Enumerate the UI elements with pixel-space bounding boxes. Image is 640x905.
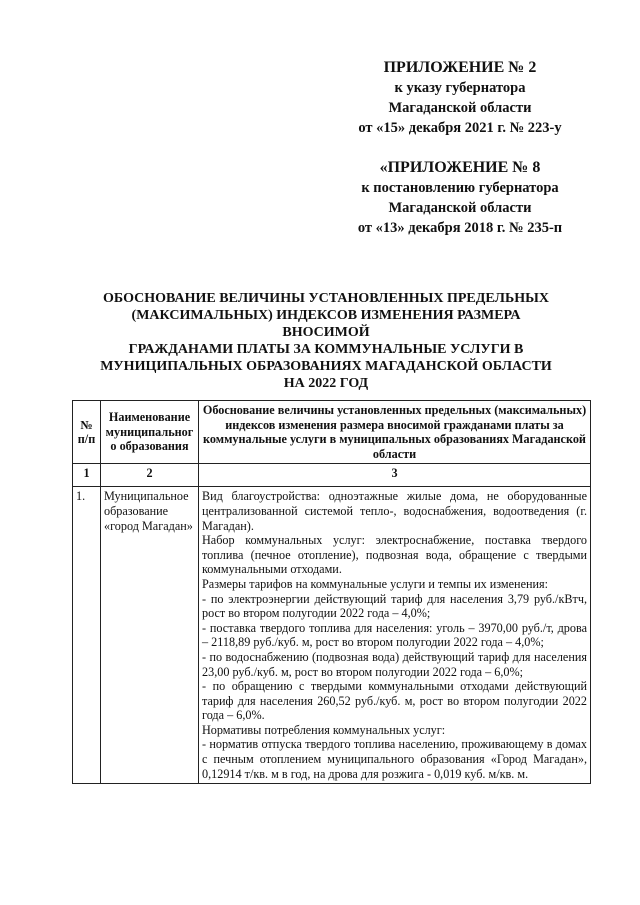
column-number: 2 <box>101 464 199 487</box>
title-line: МУНИЦИПАЛЬНЫХ ОБРАЗОВАНИЯХ МАГАДАНСКОЙ ОБЛАСТИ <box>100 359 552 374</box>
column-number-row <box>73 464 591 487</box>
paragraph: - поставка твердого топлива для населения: уголь – 3970,00 руб./т, дрова – 2118,89 руб./куб. м, рост во втором полугодии 2022 года – 4,0%; <box>202 620 587 650</box>
paragraph: - по водоснабжению (подвозная вода) действующий тариф для населения 23,00 руб./куб. м, рост во втором полугодии 2022 года – 6,0%; <box>202 649 587 679</box>
appendix-to-decree: к указу губернатора <box>394 80 526 96</box>
column-number: 1 <box>73 464 101 487</box>
amended-appendix-header <box>330 158 590 238</box>
table-header-row <box>73 401 591 464</box>
appendix-date: от «15» декабря 2021 г. № 223-у <box>358 120 562 136</box>
appendix-header <box>330 58 590 138</box>
appendix-region: Магаданской области <box>388 100 532 116</box>
row-number: 1. <box>73 487 101 784</box>
paragraph: Нормативы потребления коммунальных услуг: <box>202 722 446 737</box>
column-header-municipality: Наименование муниципальног о образования <box>101 401 199 464</box>
appendix-number: ПРИЛОЖЕНИЕ № 2 <box>383 59 537 76</box>
table-row <box>73 487 591 784</box>
amended-appendix-number: «ПРИЛОЖЕНИЕ № 8 <box>379 159 541 176</box>
title-line: НА 2022 ГОД <box>283 376 369 391</box>
paragraph: Размеры тарифов на коммунальные услуги и темпы их изменения: <box>202 576 549 591</box>
title-line: (МАКСИМАЛЬНЫХ) ИНДЕКСОВ ИЗМЕНЕНИЯ РАЗМЕРА ВНОСИМОЙ <box>131 308 521 340</box>
column-header-justification: Обоснование величины установленных предельных (максимальных) индексов изменения размера вносимой гражданами платы за коммунальные услуги в муниципальных образованиях Магаданской области <box>199 401 591 464</box>
amended-appendix-date: от «13» декабря 2018 г. № 235-п <box>357 220 563 236</box>
justification-table <box>72 400 591 784</box>
title-line: ГРАЖДАНАМИ ПЛАТЫ ЗА КОММУНАЛЬНЫЕ УСЛУГИ В <box>128 342 524 357</box>
column-number: 3 <box>199 464 591 487</box>
column-header-number: № п/п <box>73 401 101 464</box>
municipality-name: Муниципальное образование «город Магадан» <box>101 487 199 784</box>
paragraph: - по электроэнергии действующий тариф для населения 3,79 руб./кВтч, рост во втором полугодии 2022 года – 4,0%; <box>202 591 587 621</box>
justification-text <box>199 487 591 784</box>
amended-appendix-to-resolution: к постановлению губернатора <box>361 180 559 196</box>
paragraph: - норматив отпуска твердого топлива населению, проживающему в домах с печным отоплением муниципального образования «Город Магадан», 0,12914 т/кв. м в год, на дрова для розжига - 0,019 куб. м/кв. м. <box>202 737 587 781</box>
document-title <box>96 290 556 392</box>
amended-appendix-region: Магаданской области <box>388 200 532 216</box>
title-line: ОБОСНОВАНИЕ ВЕЛИЧИНЫ УСТАНОВЛЕННЫХ ПРЕДЕЛЬНЫХ <box>103 291 549 306</box>
paragraph: Вид благоустройства: одноэтажные жилые дома, не оборудованные централизованной системой тепло-, водоснабжения, водоотведения (г. Магадан). <box>202 489 587 533</box>
paragraph: - по обращению с твердыми коммунальными отходами действующий тариф для населения 260,52 руб./куб. м, рост во втором полугодии 2022 года – 6,0%. <box>202 679 587 723</box>
paragraph: Набор коммунальных услуг: электроснабжение, поставка твердого топлива (печное отопление), подвозная вода, обращение с твердыми коммунальными отходами. <box>202 533 587 577</box>
